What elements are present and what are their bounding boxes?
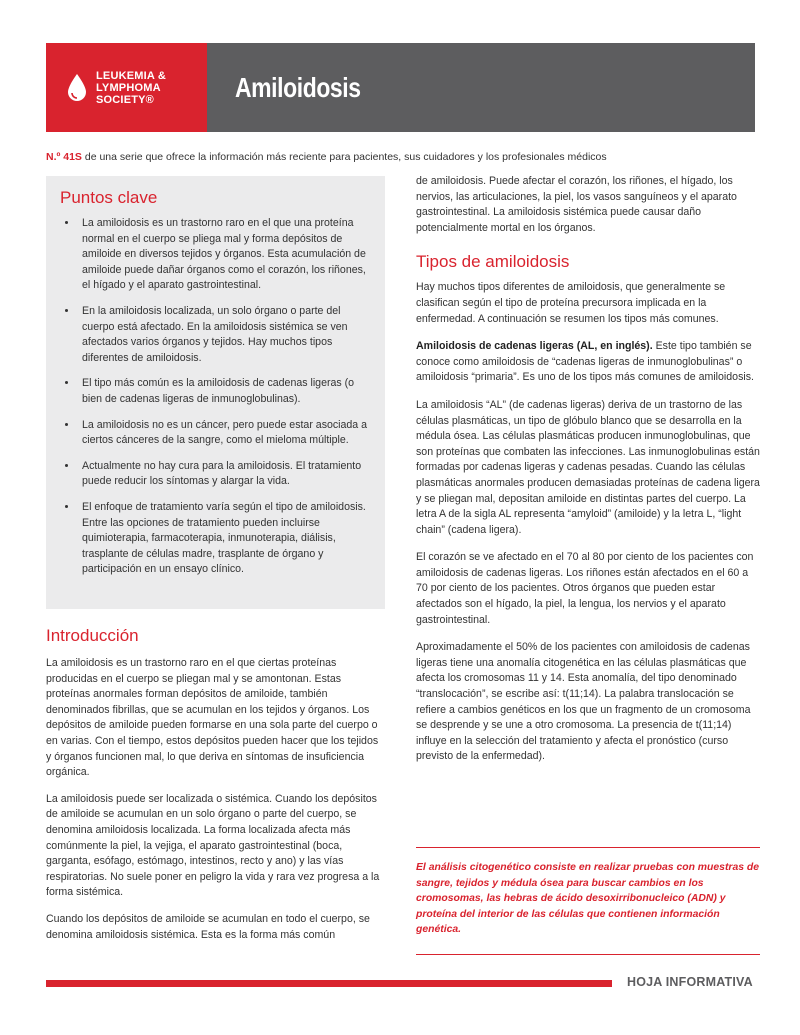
intro-paragraph-1: La amiloidosis es un trastorno raro en el que ciertas proteínas producidas en el cuerpo se pliegan mal y se amontonan. Estas proteínas anormales forman depósitos de amiloide, también denominados fibrillas, que se acumulan en los tejidos y órganos. Los depósitos de amiloide pueden formarse en una sola parte del cuerpo o en varias. Con el tiempo, estos depósitos pueden hacer que los tejidos y órganos funcionen mal, lo que deriva en síntomas de insuficiencia orgánica. bbox=[46, 657, 379, 779]
intro-heading: Introducción bbox=[46, 626, 139, 645]
al-subheading: Amiloidosis de cadenas ligeras (AL, en inglés). bbox=[416, 340, 653, 353]
key-point-item: • La amiloidosis es un trastorno raro en el que una proteína normal en el cuerpo se pliega mal y forma depósitos de amiloide en diversos tejidos y órganos. Esta acumulación de amiloide puede dañar órganos como el corazón, los riñones, el hígado y el aparato gastrointestinal. bbox=[78, 216, 371, 294]
blood-drop-icon bbox=[66, 73, 88, 103]
types-paragraph-1: Hay muchos tipos diferentes de amiloidosis, que generalmente se clasifican según el tipo de proteína precursora implicada en la enfermedad. A continuación se resumen los tipos más comunes. bbox=[416, 281, 726, 325]
types-paragraph-5: Aproximadamente el 50% de los pacientes con amiloidosis de cadenas ligeras tiene una anomalía citogenética en las células plasmáticas que afecta los cromosomas 11 y 14. Esta anomalía, del tipo denominado “translocación”, se escribe así: t(11;14). La palabra translocación se refiere a cambios genéticos en los que un fragmento de un cromosoma se desprende y se une a otro cromosoma. La presencia de t(11;14) influye en la selección del tratamiento y afecta el pronóstico (curso previsto de la enfermedad). bbox=[416, 641, 751, 763]
footer-bar bbox=[46, 980, 612, 987]
intro-section bbox=[46, 626, 385, 954]
continued-paragraph: de amiloidosis. Puede afectar el corazón, los riñones, el hígado, los nervios, las articulaciones, la piel, los vasos sanguíneos y el aparato gastrointestinal. La amiloidosis sistémica puede causar daño potencialmente mortal en los órganos. bbox=[416, 175, 737, 234]
types-heading: Tipos de amiloidosis bbox=[416, 252, 570, 272]
key-points-box bbox=[46, 176, 385, 609]
key-point-item: • En la amiloidosis localizada, un solo órgano o parte del cuerpo está afectado. En la amiloidosis sistémica se ven afectados varios órganos y tejidos. Hay muchos tipos diferentes de amiloidosis. bbox=[78, 304, 371, 366]
key-point-item: • Actualmente no hay cura para la amiloidosis. El tratamiento puede reducir los síntomas y alargar la vida. bbox=[78, 459, 371, 490]
types-paragraph-3: La amiloidosis “AL” (de cadenas ligeras) deriva de un trastorno de las células plasmáticas, un tipo de glóbulo blanco que se desarrolla en la médula ósea. Las células plasmáticas producen inmunoglobulinas, que son proteínas que combaten las infecciones. Las inmunoglobulinas están formadas por cadenas ligeras y cadenas pesadas. Cuando las células plasmáticas anormales producen demasiadas proteínas de cadena ligera y se pliegan mal, depositan amiloide en distintas partes del cuerpo. La letra A de la sigla AL representa “amyloid” (amiloide) y la letra L, “light chain” (cadena ligera). bbox=[416, 398, 760, 536]
footer-label: HOJA INFORMATIVA bbox=[627, 975, 753, 989]
right-column bbox=[416, 174, 760, 777]
logo-line-3: SOCIETY® bbox=[96, 93, 154, 106]
intro-paragraph-2: La amiloidosis puede ser localizada o sistémica. Cuando los depósitos de amiloide se acumulan en un solo órgano o parte del cuerpo, se denomina amiloidosis localizada. La forma localizada afecta más comúnmente la piel, la vejiga, el aparato gastrointestinal (boca, garganta, esófago, estómago, intestinos, recto y ano) y las vías respiratorias. No suele poner en peligro la vida y rara vez progresa a la forma sistémica. bbox=[46, 792, 380, 899]
key-points-list bbox=[60, 216, 371, 578]
series-line bbox=[46, 151, 607, 163]
logo-text bbox=[96, 70, 166, 106]
callout-text: El análisis citogenético consiste en realizar pruebas con muestras de sangre, tejidos y médula ósea para buscar cambios en los cromosomas, las hebras de ácido desoxirribonucleico (ADN) y proteína del interior de las células que contienen información genética. bbox=[416, 862, 760, 936]
key-point-item: • El enfoque de tratamiento varía según el tipo de amiloidosis. Entre las opciones de tratamiento pueden incluirse quimioterapia, farmacoterapia, inmunoterapia, diálisis, trasplante de células madre, trasplante de órgano y participación en un ensayo clínico. bbox=[78, 500, 371, 578]
logo-line-2: LYMPHOMA bbox=[96, 81, 161, 94]
intro-paragraph-3: Cuando los depósitos de amiloide se acumulan en todo el cuerpo, se denomina amiloidosis sistémica. Esta es la forma más común bbox=[46, 912, 370, 941]
series-text: de una serie que ofrece la información más reciente para pacientes, sus cuidadores y los profesionales médicos bbox=[81, 151, 607, 163]
al-description: Este tipo también se conoce como amiloidosis de “cadenas ligeras de inmunoglobulinas” o amiloidosis “primaria”. Es uno de los tipos más comunes de amiloidosis. bbox=[416, 340, 754, 384]
page-title: Amiloidosis bbox=[235, 71, 361, 103]
callout-box bbox=[416, 847, 760, 955]
title-banner bbox=[207, 43, 755, 132]
types-paragraph-2 bbox=[416, 339, 760, 386]
types-paragraph-4: El corazón se ve afectado en el 70 al 80 por ciento de los pacientes con amiloidosis de cadenas ligeras. Los riñones están afectados en el 60 a 70 por ciento de los pacientes. Otros órganos que pueden estar afectados son el hígado, la piel, la lengua, los nervios y el aparato gastrointestinal. bbox=[416, 551, 754, 626]
series-number: N.º 41S bbox=[46, 151, 82, 163]
key-point-item: • La amiloidosis no es un cáncer, pero puede estar asociada a ciertos cánceres de la sangre, como el mieloma múltiple. bbox=[78, 418, 371, 449]
key-points-heading: Puntos clave bbox=[60, 188, 158, 207]
page-header bbox=[46, 43, 755, 132]
logo-line-1: LEUKEMIA & bbox=[96, 69, 167, 82]
key-point-item: • El tipo más común es la amiloidosis de cadenas ligeras (o bien de cadenas ligeras de inmunoglobulinas). bbox=[78, 376, 371, 407]
lls-logo bbox=[46, 43, 207, 132]
